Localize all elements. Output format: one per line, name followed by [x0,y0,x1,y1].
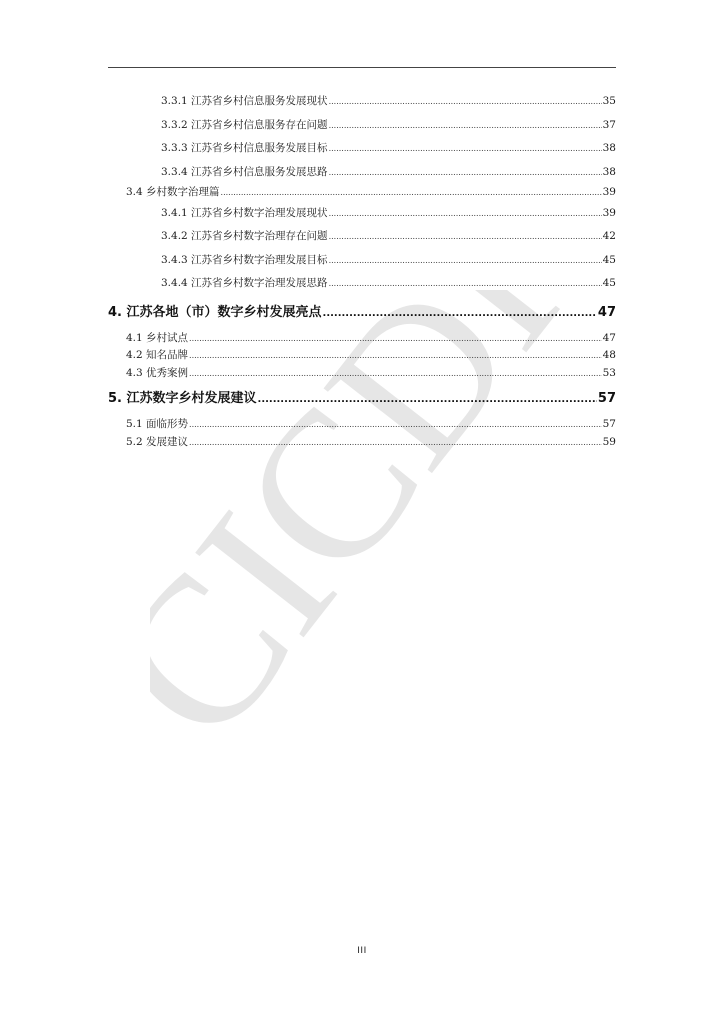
toc-leader [329,202,602,226]
header-rule [108,67,616,68]
toc-leader [329,249,602,273]
watermark-text: CICDI [150,290,580,730]
toc-entry[interactable] [108,202,616,226]
toc-leader [329,225,602,249]
toc-entry[interactable] [108,184,616,202]
toc-leader [329,161,602,185]
toc-entry-title: 4.3 优秀案例 [126,366,189,379]
toc-entry-title: 3.4.2 江苏省乡村数字治理存在问题 [161,230,328,242]
toc-entry[interactable] [108,365,616,383]
toc-entry-page: 35 [602,95,616,107]
toc-entry[interactable] [108,225,616,249]
toc-chapter-entry[interactable] [108,382,616,416]
toc-entry-title: 4.1 乡村试点 [126,331,189,344]
table-of-contents [108,90,616,451]
toc-leader [329,114,602,138]
page-number: III [357,946,367,956]
toc-entry-title: 5.2 发展建议 [126,435,189,448]
toc-entry-page: 42 [602,230,616,242]
toc-entry-page: 45 [602,277,616,289]
toc-entry-title: 5. 江苏数字乡村发展建议 [108,391,257,406]
toc-leader [221,184,602,202]
toc-chapter-entry[interactable] [108,296,616,330]
toc-entry-page: 45 [602,253,616,266]
toc-entry[interactable] [108,347,616,365]
toc-entry-title: 3.3.2 江苏省乡村信息服务存在问题 [161,118,328,131]
toc-leader [258,382,597,416]
toc-entry-title: 3.3.3 江苏省乡村信息服务发展目标 [161,142,328,154]
toc-entry-page: 38 [602,142,616,154]
toc-entry-page: 39 [602,186,616,198]
toc-entry[interactable] [108,330,616,348]
toc-entry-title: 3.3.1 江苏省乡村信息服务发展现状 [161,95,328,107]
toc-entry-page: 47 [602,331,616,344]
toc-entry[interactable] [108,90,616,114]
toc-leader [189,434,602,452]
toc-leader [189,416,602,434]
toc-entry-page: 38 [602,165,616,178]
toc-entry[interactable] [108,161,616,185]
toc-entry-page: 57 [602,418,616,430]
toc-leader [189,347,602,365]
toc-leader [323,296,597,330]
toc-entry[interactable] [108,272,616,296]
toc-entry-page: 57 [597,391,616,406]
toc-entry[interactable] [108,434,616,452]
toc-entry-title: 3.4.1 江苏省乡村数字治理发展现状 [161,206,328,219]
toc-leader [189,365,602,383]
toc-entry[interactable] [108,114,616,138]
toc-entry-title: 3.3.4 江苏省乡村信息服务发展思路 [161,165,328,178]
toc-entry-title: 3.4 乡村数字治理篇 [126,186,220,198]
toc-entry-title: 3.4.4 江苏省乡村数字治理发展思路 [161,277,328,289]
toc-leader [329,90,602,114]
toc-leader [329,137,602,161]
toc-entry-page: 48 [602,349,616,361]
toc-entry-title: 3.4.3 江苏省乡村数字治理发展目标 [161,253,328,266]
toc-entry-title: 5.1 面临形势 [126,418,189,430]
toc-entry-page: 59 [602,435,616,448]
toc-entry-page: 39 [602,206,616,219]
toc-entry-title: 4.2 知名品牌 [126,349,189,361]
toc-entry[interactable] [108,137,616,161]
toc-entry[interactable] [108,249,616,273]
toc-leader [329,272,602,296]
toc-entry-page: 53 [602,366,616,379]
toc-leader [189,330,602,348]
toc-entry[interactable] [108,416,616,434]
toc-entry-title: 4. 江苏各地（市）数字乡村发展亮点 [108,304,322,320]
toc-entry-page: 37 [602,118,616,131]
toc-entry-page: 47 [597,304,616,320]
